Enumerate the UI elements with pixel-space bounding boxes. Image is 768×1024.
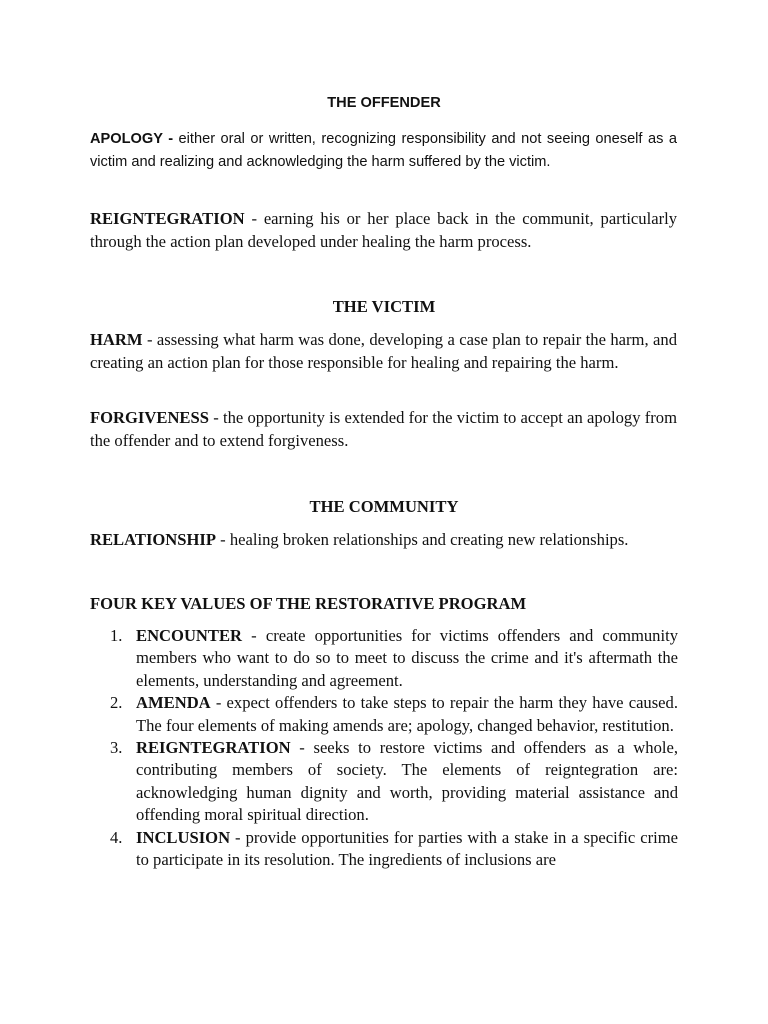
paragraph-reintegration bbox=[90, 208, 677, 253]
definition-reintegration: - earning his or her place back in the communit, particularly through the action plan developed under healing the harm process. bbox=[90, 209, 677, 251]
list-item-text: - expect offenders to take steps to repair the harm they have caused. The four elements of making amends are; apology, changed behavior, restitution. bbox=[136, 693, 678, 735]
term-relationship: RELATIONSHIP bbox=[90, 530, 217, 549]
list-item-term: AMENDA bbox=[136, 693, 211, 713]
term-forgiveness: FORGIVENESS bbox=[90, 408, 209, 427]
list-item-term: ENCOUNTER bbox=[136, 626, 243, 645]
paragraph-relationship bbox=[90, 529, 677, 552]
section-heading-community: THE COMMUNITY bbox=[309, 497, 459, 516]
section-heading-offender: THE OFFENDER bbox=[327, 95, 441, 111]
list-item-term: INCLUSION bbox=[136, 827, 231, 847]
list-item bbox=[90, 737, 678, 827]
list-item-number: 3. bbox=[110, 738, 123, 758]
section-heading-key-values: FOUR KEY VALUES OF THE RESTORATIVE PROGRAM bbox=[90, 594, 527, 613]
definition-relationship: - healing broken relationships and creating new relationships. bbox=[216, 530, 629, 549]
term-reintegration: REIGNTEGRATION bbox=[90, 209, 245, 228]
list-item-term: REIGNTEGRATION bbox=[136, 738, 291, 758]
paragraph-harm bbox=[90, 329, 677, 374]
definition-forgiveness: - the opportunity is extended for the victim to accept an apology from the offender and to extend forgiveness. bbox=[90, 408, 677, 450]
definition-harm: - assessing what harm was done, developing a case plan to repair the harm, and creating an action plan for those responsible for healing and repairing the harm. bbox=[90, 330, 677, 372]
section-heading-victim: THE VICTIM bbox=[332, 297, 436, 316]
list-item bbox=[90, 827, 678, 872]
list-item-text: - provide opportunities for parties with a stake in a specific crime to participate in its resolution. The ingredients of inclusions are bbox=[136, 827, 678, 870]
definition-apology: either oral or written, recognizing responsibility and not seeing oneself as a victim and realizing and acknowledging the harm suffered by the victim. bbox=[90, 131, 677, 170]
list-item bbox=[90, 692, 678, 737]
list-item-text: - seeks to restore victims and offenders as a whole, contributing members of society. The elements of reigntegration are: acknowledging human dignity and worth, providing material assistance and offending moral spiritual direction. bbox=[136, 738, 678, 825]
key-values-list bbox=[90, 625, 678, 871]
list-item-text: - create opportunities for victims offenders and community members who want to do so to meet to discuss the crime and it's aftermath the elements, understanding and agreement. bbox=[136, 626, 678, 690]
term-apology: APOLOGY - bbox=[90, 131, 174, 147]
list-item-number: 2. bbox=[110, 693, 123, 713]
paragraph-apology bbox=[90, 128, 677, 174]
list-item-number: 4. bbox=[110, 827, 123, 847]
list-item bbox=[90, 625, 678, 692]
paragraph-forgiveness bbox=[90, 407, 677, 452]
list-item-number: 1. bbox=[110, 626, 123, 645]
term-harm: HARM bbox=[90, 330, 143, 349]
